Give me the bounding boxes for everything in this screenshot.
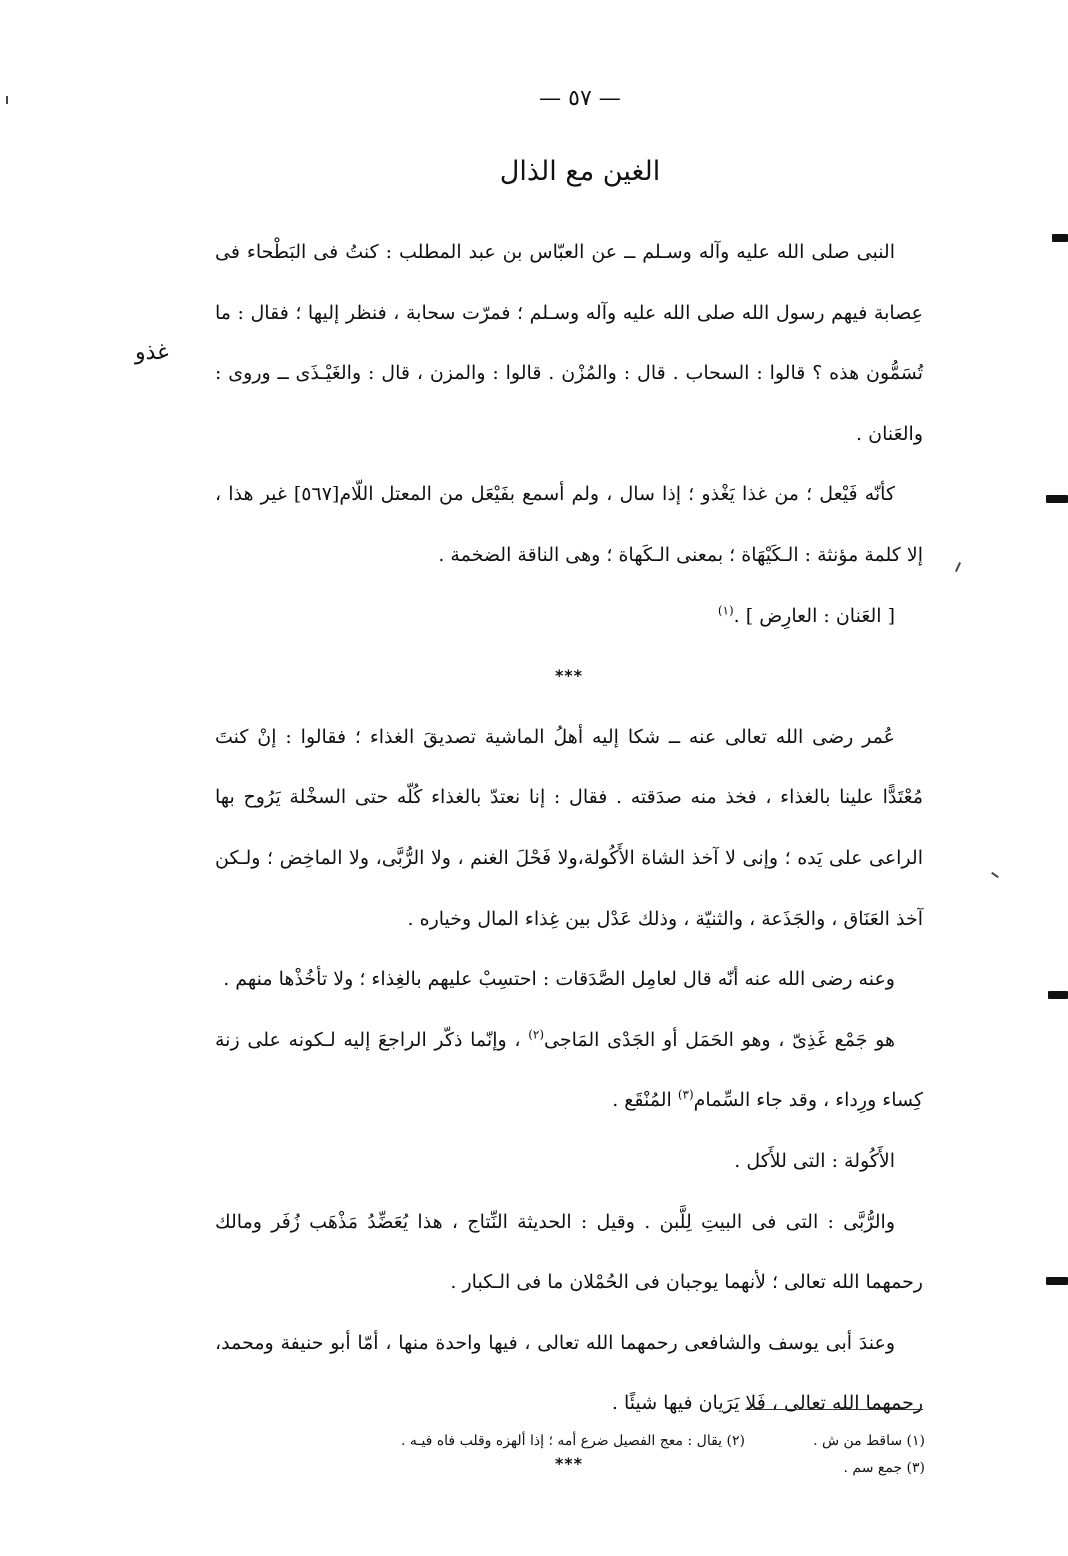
scan-mark [1046,1277,1068,1285]
paragraph-3 [215,586,923,647]
footnote-ref-3: (٣) [677,1087,694,1102]
scan-speck [991,872,999,878]
footnote-row-2 [260,1455,925,1482]
separator-2: *** [554,1453,584,1473]
paragraph-5: وعنه رضى الله عنه أنّه قال لعامِل الصَّدَقات : احتسِبْ عليهم بالغِذاء ؛ ولا تأخُذْها منهم . [223,968,895,991]
scan-mark [1048,991,1068,999]
paragraph-2: كأنّه فَيْعل ؛ من غذا يَغْذو ؛ إذا سال ، ولم أسمع بفَيْعَل من المعتل اللّام[٥٦٧] غير هذا ، إلا كلمة مؤنثة : الـكَيْهَاة ؛ بمعنى الـكَهاة ؛ وهى الناقة الضخمة . [215,483,923,566]
paragraph-6 [215,1010,923,1131]
footnotes [260,1428,925,1482]
page-number: — ٥٧ — [539,86,621,111]
paragraph-4: عُمر رضى الله تعالى عنه ــ شكا إليه أهلُ الماشية تصديقَ الغذاء ؛ فقالوا : إنْ كنتَ مُعْتَدًّا علينا بالغذاء ، فخذ منه صدَقته . فقال : إنا نعتدّ بالغذاء كُلّه حتى السخْلة يَرُوح بها الراعى على يَده ؛ وإنى لا آخذ الشاة الأَكُولة،ولا فَحْلَ الغنم ، ولا الرُّبَّى، ولا الماخِض ؛ ولـكن آخذ العَنَاق ، والجَذَعة ، والثنيّة ، وذلك عَدْل بين غِذاء المال وخياره . [215,725,923,930]
separator-1: *** [554,666,584,686]
section-heading: الغين مع الذال [499,156,661,187]
paragraph-7: الأَكُولة : التى للأَكل . [734,1149,895,1172]
footnote-ref-2: (٢) [528,1027,545,1042]
footnote-3: (٣) جمع سم . [843,1460,925,1476]
margin-root-word: غذو [135,340,169,365]
footnote-rule [745,1409,923,1410]
scan-speck [6,96,8,104]
paragraph-3-text: [ العَنان : العارِض ] . [733,604,895,627]
paragraph-6-text-c: المُنْقَع . [612,1089,678,1112]
paragraph-6-text-a: هو جَمْع غَذِىّ ، وهو الحَمَل أو الجَدْى المَاجى [544,1028,895,1051]
paragraph-1: النبى صلى الله عليه وآله وسـلم ــ عن العبّاس بن عبد المطلب : كنتُ فى البَطْحاء فى عِصابة فيهم رسول الله صلى الله عليه وآله وسـلم ؛ فمرّت سحابة ، فنظر إليها ؛ فقال : ما تُسَمُّون هذه ؟ قالوا : السحاب . قال : والمُزْن . قالوا : والمزن ، قال : والغَيْـذَى ــ وروى : والعَنان . [215,241,923,445]
footnote-row-1 [260,1428,925,1455]
scan-mark [1052,234,1068,242]
paragraph-9: وعندَ أبى يوسف والشافعى رحمهما الله تعالى ، فيها واحدة منها ، أمّا أبو حنيفة ومحمد، رحمهما الله تعالى ، فَلا يَرَيان فيها شيئًا . [215,1331,923,1415]
paragraph-6-text-b: ، وإنّما ذكّر الراجعَ إليه لـكونه على زنة كِساء ورِداء ، وقد جاء السِّمام [215,1028,923,1112]
scan-speck [955,562,961,572]
scan-mark [1046,495,1068,503]
footnote-1: (١) ساقط من ش . [813,1433,925,1449]
footnote-2: (٢) يقال : معج الفصيل ضرع أمه ؛ إذا ألهزه وقلب فاه فيـه . [400,1433,745,1449]
paragraph-8: والرُّبَّى : التى فى البيتِ لِلَّبن . وقيل : الحديثة النِّتاج ، هذا يُعَضِّدُ مَذْهَب زُفَر ومالك رحمهما الله تعالى ؛ لأنهما يوجبان فى الحُمْلان ما فى الـكبار . [215,1210,923,1294]
body-text [215,222,923,1494]
footnote-ref-1: (١) [717,603,734,618]
